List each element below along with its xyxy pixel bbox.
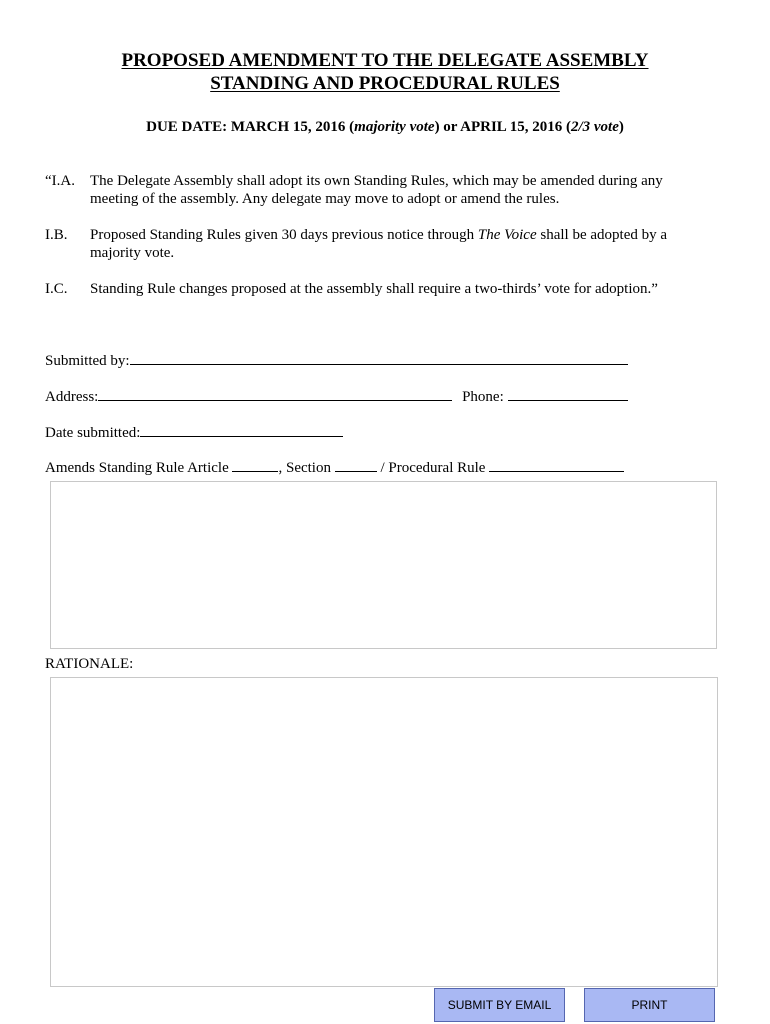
rule-ib-publication: The Voice [477, 227, 537, 243]
rule-ia [45, 172, 695, 208]
address-row [45, 386, 628, 406]
rationale-label: RATIONALE: [45, 656, 134, 672]
rule-ic [45, 280, 695, 298]
address-field[interactable] [98, 386, 452, 401]
procedural-rule-field[interactable] [489, 457, 624, 472]
due-date-majority: majority vote [354, 119, 435, 135]
amends-label: Amends Standing Rule Article [45, 460, 229, 476]
due-date-suffix: ) [618, 119, 624, 135]
due-date [0, 117, 770, 137]
amends-row [45, 457, 624, 477]
rule-ib-text [90, 226, 695, 262]
document-title-line-1: PROPOSED AMENDMENT TO THE DELEGATE ASSEMBLY [121, 50, 649, 71]
rationale-text-box[interactable] [50, 677, 718, 987]
rule-ib-text-before: Proposed Standing Rules given 30 days previous notice through [90, 227, 478, 243]
rule-ib-text-after: shall be adopted by a majority vote. [90, 227, 668, 261]
rule-ib [45, 226, 695, 262]
article-field[interactable] [232, 457, 278, 472]
section-label: , Section [278, 460, 331, 476]
date-submitted-row [45, 422, 343, 442]
section-field[interactable] [335, 457, 377, 472]
date-submitted-label: Date submitted: [45, 425, 141, 441]
due-date-prefix: DUE DATE: MARCH 15, 2016 ( [146, 119, 355, 135]
date-submitted-field[interactable] [140, 422, 343, 437]
submitted-by-row [45, 350, 628, 370]
rule-ia-text: The Delegate Assembly shall adopt its own Standing Rules, which may be amended during any meeting of the assembly. Any delegate may move to adopt or amend the rules. [90, 173, 663, 207]
rule-ic-text: Standing Rule changes proposed at the assembly shall require a two-thirds’ vote for adoption.” [90, 281, 658, 297]
procedural-rule-label: / Procedural Rule [380, 460, 486, 476]
submit-by-email-button[interactable]: SUBMIT BY EMAIL [434, 988, 565, 1022]
due-date-twothirds: 2/3 vote [570, 119, 619, 135]
address-label: Address: [45, 389, 99, 405]
amendment-text-box[interactable] [50, 481, 717, 649]
rule-ia-number: “I.A. [45, 173, 75, 189]
phone-label: Phone: [462, 389, 504, 405]
phone-field[interactable] [508, 386, 628, 401]
submitted-by-label: Submitted by: [45, 353, 130, 369]
rule-ib-number: I.B. [45, 227, 68, 243]
submitted-by-field[interactable] [130, 350, 628, 365]
document-title-line-2: STANDING AND PROCEDURAL RULES [210, 73, 560, 94]
print-button[interactable]: PRINT [584, 988, 715, 1022]
rule-ic-number: I.C. [45, 281, 68, 297]
due-date-middle: ) or APRIL 15, 2016 ( [434, 119, 571, 135]
